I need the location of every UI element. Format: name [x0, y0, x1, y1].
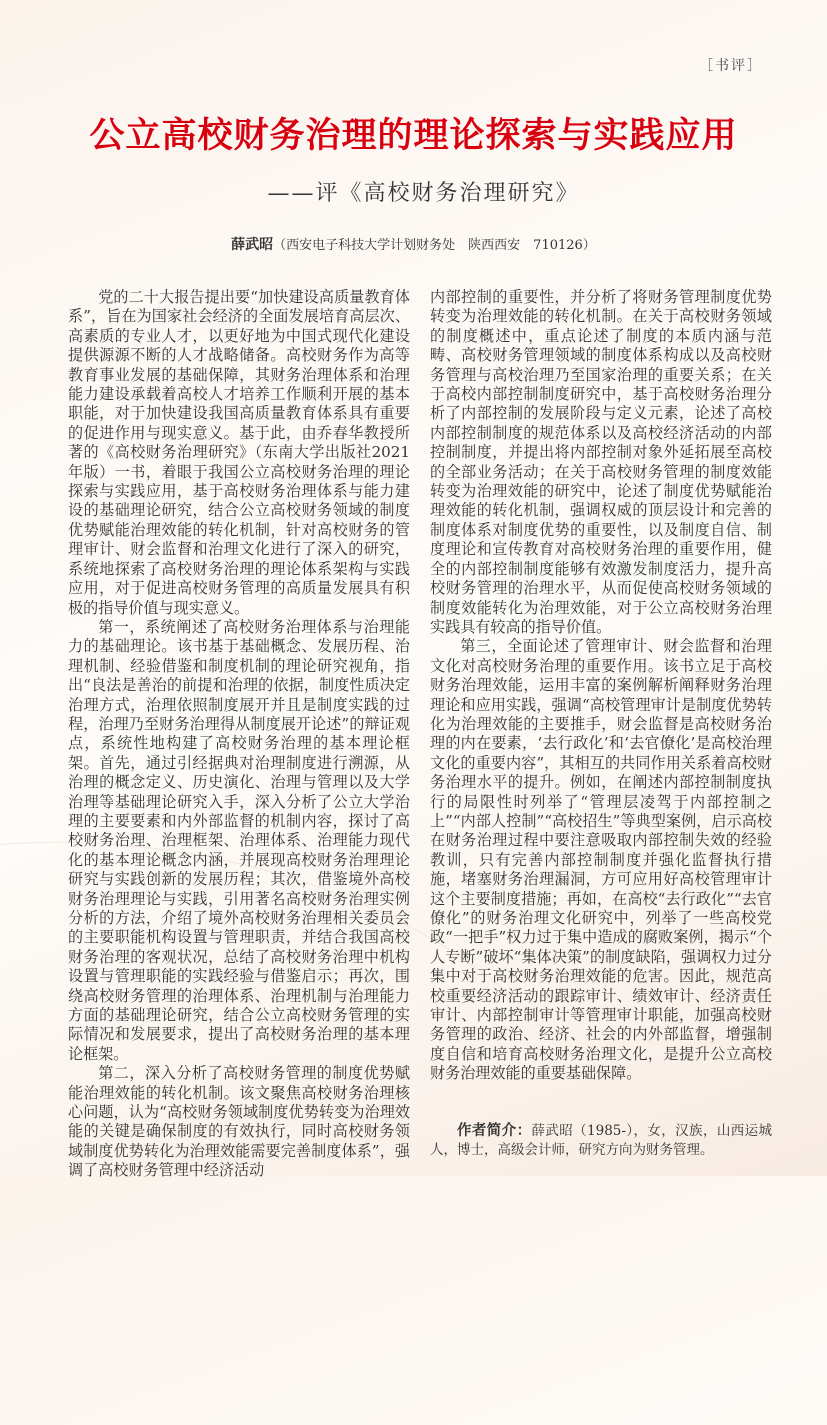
left-column [68, 288, 410, 1181]
paragraph-first: 第一，系统阐述了高校财务治理体系与治理能力的基础理论。该书基于基础概念、发展历程、治理机制、经验借鉴和制度机制的理论研究视角，指出“良法是善治的前提和治理的依据，制度性质决定治理方式，治理依照制度展开并且是制度实践的过程，治理乃至财务治理得从制度展开论述”的辩证观点，系统性地构建了高校财务治理的基本理论框架。首先，通过引经据典对治理制度进行溯源，从治理的概念定义、历史演化、治理与管理以及大学治理等基础理论研究入手，深入分析了公立大学治理的主要要素和内外部监督的机制内容，探讨了高校财务治理、治理框架、治理体系、治理能力现代化的基本理论概念内涵，并展现高校财务治理理论研究与实践创新的发展历程；其次，借鉴境外高校财务治理理论与实践，引用著名高校财务治理实例分析的方法，介绍了境外高校财务治理相关委员会的主要职能机构设置与管理职责，并结合我国高校财务治理的客观状况，总结了高校财务治理中机构设置与管理职能的实践经验与借鉴启示；再次，围绕高校财务管理的治理体系、治理机制与治理能力方面的基础理论研究，结合公立高校财务管理的实际情况和发展要求，提出了高校财务治理的基本理论框架。 [68, 617, 410, 1063]
paragraph-third: 第三，全面论述了管理审计、财会监督和治理文化对高校财务治理的重要作用。该书立足于高校财务治理效能，运用丰富的案例解析阐释财务治理理论和应用实践，强调“高校管理审计是制度优势转化为治理效能的主要推手，财会监督是高校财务治理的内在要素，‘去行政化’和‘去官僚化’是高校治理文化的重要内容”，其相互的共同作用关系着高校财务治理水平的提升。例如，在阐述内部控制制度执行的局限性时列举了“管理层凌驾于内部控制之上”“内部人控制”“高校招生”等典型案例，启示高校在财务治理过程中要注意吸取内部控制失效的经验教训，只有完善内部控制制度并强化监督执行措施，堵塞财务治理漏洞，方可应用好高校管理审计这个主要制度措施；再如，在高校“去行政化”“去官僚化”的财务治理文化研究中，列举了一些高校党政“一把手”权力过于集中造成的腐败案例，揭示“个人专断”破坏“集体决策”的制度缺陷，强调权力过分集中对于高校财务治理效能的危害。因此，规范高校重要经济活动的跟踪审计、绩效审计、经济责任审计、内部控制审计等管理审计职能，加强高校财务管理的政治、经济、社会的内外部监督，增强制度自信和培育高校财务治理文化，是提升公立高校财务治理效能的重要基础保障。 [430, 637, 772, 1083]
byline [0, 234, 827, 254]
author-name: 薛武昭 [231, 236, 274, 252]
author-bio-label: 作者简介： [457, 1122, 532, 1139]
right-column [430, 288, 772, 1160]
author-bio-text: 薛武昭（1985-），女，汉族，山西运城人，博士，高级会计师，研究方向为财务管理。 [430, 1122, 773, 1159]
article-title: 公立高校财务治理的理论探索与实践应用 [89, 116, 738, 155]
article-subtitle: ——评《高校财务治理研究》 [267, 181, 580, 206]
paragraph-second: 第二，深入分析了高校财务管理的制度优势赋能治理效能的转化机制。该文聚焦高校财务治理核心问题，认为“高校财务领域制度优势转变为治理效能的关键是确保制度的有效执行，同时高校财务领域制度优势转化为治理效能需要完善制度体系”，强调了高校财务管理中经济活动 [68, 1064, 410, 1180]
author-bio [430, 1122, 772, 1161]
paragraph-intro: 党的二十大报告提出要“加快建设高质量教育体系”，旨在为国家社会经济的全面发展培育高层次、高素质的专业人才，以更好地为中国式现代化建设提供源源不断的人才战略储备。高校财务作为高等教育事业发展的基础保障，其财务治理体系和治理能力建设承载着高校人才培养工作顺利开展的基本职能，对于加快建设我国高质量教育体系具有重要的促进作用与现实意义。基于此，由乔春华教授所著的《高校财务治理研究》（东南大学出版社2021年版）一书，着眼于我国公立高校财务治理的理论探索与实践应用，基于高校财务治理体系与能力建设的基础理论研究，结合公立高校财务领域的制度优势赋能治理效能的转化机制，针对高校财务的管理审计、财会监督和治理文化进行了深入的研究，系统地探索了高校财务治理的理论体系架构与实践应用，对于促进高校财务管理的高质量发展具有积极的指导价值与现实意义。 [68, 288, 410, 617]
section-tag: ［书评］ [699, 58, 763, 74]
paragraph-second-continued: 内部控制的重要性，并分析了将财务管理制度优势转变为治理效能的转化机制。在关于高校财务领域的制度概述中，重点论述了制度的本质内涵与范畴、高校财务管理领域的制度体系构成以及高校财务管理与高校治理乃至国家治理的重要关系；在关于高校内部控制制度研究中，基于高校财务治理分析了内部控制的发展阶段与定义元素，论述了高校内部控制制度的规范体系以及高校经济活动的内部控制制度，并提出将内部控制对象外延拓展至高校的全部业务活动；在关于高校财务管理的制度效能转变为治理效能的研究中，论述了制度优势赋能治理效能的转化机制，强调权威的顶层设计和完善的制度体系对制度优势的重要性，以及制度自信、制度理论和宣传教育对高校财务治理的重要作用，健全的内部控制制度能够有效激发制度活力，提升高校财务管理的治理水平，从而促使高校财务领域的制度效能转化为治理效能，对于公立高校财务治理实践具有较高的指导价值。 [430, 288, 772, 636]
author-affiliation: （西安电子科技大学计划财务处 陕西西安 710126） [273, 238, 596, 253]
